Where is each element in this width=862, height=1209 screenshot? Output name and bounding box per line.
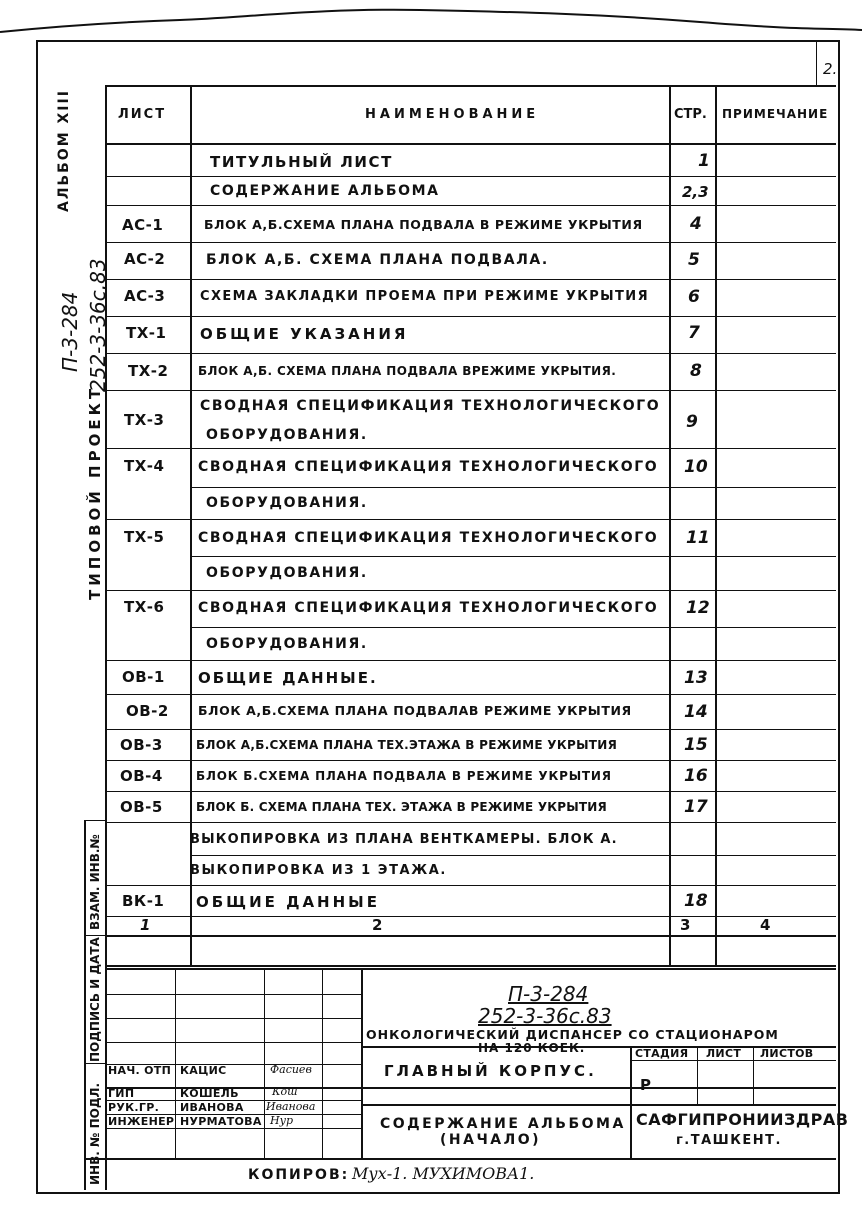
staff-signature: Нур — [270, 1114, 294, 1127]
row-18-page: 16 — [684, 766, 708, 786]
row-18-sheet: ОВ-4 — [120, 767, 163, 785]
header-page: СТР. — [674, 107, 707, 122]
title-block-line — [361, 1104, 836, 1106]
row-2-page: 2,3 — [682, 183, 709, 201]
row-3-name: БЛОК А,Б.СХЕМА ПЛАНА ПОДВАЛА В РЕЖИМЕ УКРЫТИЯ — [204, 217, 643, 232]
row-4-sheet: АС-2 — [124, 250, 166, 268]
title-code-1: П-3-284 — [508, 982, 589, 1006]
row-19-name: БЛОК Б. СХЕМА ПЛАНА ТЕХ. ЭТАЖА В РЕЖИМЕ УКРЫТИЯ — [196, 800, 607, 814]
row-10-name: ОБОРУДОВАНИЯ. — [206, 495, 368, 511]
staff-role: РУК.ГР. — [108, 1101, 160, 1114]
stamp-label-signature-date: ПОДПИСЬ И ДАТА — [88, 937, 102, 1062]
row-22-name: ОБЩИЕ ДАННЫЕ — [196, 893, 380, 911]
row-line — [105, 916, 836, 917]
title-block-line — [630, 1046, 632, 1158]
title-block-line — [361, 968, 363, 1158]
organization-city: г.ТАШКЕНТ. — [676, 1133, 782, 1148]
row-11-page: 11 — [686, 528, 710, 548]
title-block-line — [264, 968, 265, 1158]
row-line — [105, 760, 836, 761]
row-7-name: БЛОК А,Б. СХЕМА ПЛАНА ПОДВАЛА ВРЕЖИМЕ УКРЫТИЯ. — [198, 364, 617, 378]
row-line — [105, 242, 836, 243]
stage-value: Р — [640, 1076, 651, 1094]
row-3-sheet: АС-1 — [122, 216, 164, 234]
title-code-2: 252-3-36с.83 — [478, 1004, 612, 1028]
staff-name: НУРМАТОВА — [180, 1115, 262, 1128]
row-line — [105, 316, 836, 317]
row-line — [105, 279, 836, 280]
row-7-page: 8 — [690, 361, 702, 381]
row-21-name: ВЫКОПИРОВКА ИЗ 1 ЭТАЖА. — [190, 863, 447, 878]
column-number-3: 3 — [680, 916, 691, 934]
column-line — [669, 85, 671, 965]
row-22-page: 18 — [684, 891, 708, 911]
row-line — [105, 205, 836, 206]
row-15-sheet: ОВ-1 — [122, 668, 165, 686]
row-16-page: 14 — [684, 702, 708, 722]
header-name: НАИМЕНОВАНИЕ — [365, 107, 540, 122]
row-2-name: СОДЕРЖАНИЕ АЛЬБОМА — [210, 183, 440, 199]
row-16-name: БЛОК А,Б.СХЕМА ПЛАНА ПОДВАЛАВ РЕЖИМЕ УКРЫТИЯ — [198, 703, 632, 718]
row-3-page: 4 — [690, 214, 702, 234]
header-sheet: ЛИСТ — [118, 107, 167, 122]
column-line — [715, 85, 717, 965]
row-5-name: СХЕМА ЗАКЛАДКИ ПРОЕМА ПРИ РЕЖИМЕ УКРЫТИЯ — [200, 289, 649, 304]
title-block-line — [175, 968, 176, 1158]
column-number-1: 1 — [140, 916, 151, 934]
row-13-page: 12 — [686, 598, 710, 618]
copied-by-label: КОПИРОВ: — [248, 1167, 350, 1183]
sidebar-project-code-1: П-3-284 — [58, 291, 82, 372]
building-name: ГЛАВНЫЙ КОРПУС. — [384, 1062, 597, 1080]
row-line — [105, 390, 836, 391]
row-9-page: 10 — [684, 457, 708, 477]
document-title-line2: (НАЧАЛО) — [440, 1132, 542, 1148]
copied-by-signature: Мух-1. МУХИМОВА1. — [352, 1164, 535, 1183]
row-line — [190, 556, 836, 557]
staff-role: ГИП — [108, 1087, 135, 1100]
table-bottom-line — [105, 965, 836, 967]
header-note: ПРИМЕЧАНИЕ — [722, 107, 829, 121]
table-bottom-line — [105, 935, 836, 937]
row-line — [105, 353, 836, 354]
column-number-4: 4 — [760, 916, 771, 934]
sheets-header: ЛИСТОВ — [760, 1047, 814, 1060]
row-17-page: 15 — [684, 735, 708, 755]
staff-signature: Кош — [272, 1085, 298, 1098]
row-6-page: 7 — [688, 323, 700, 343]
stamp-label-original-inventory: ИНВ. № ПОДЛ. — [88, 1082, 102, 1185]
row-8-page: 9 — [686, 412, 698, 432]
row-line — [105, 694, 836, 695]
staff-signature: Иванова — [266, 1100, 316, 1113]
row-15-page: 13 — [684, 668, 708, 688]
row-1-name: ТИТУЛЬНЫЙ ЛИСТ — [210, 153, 393, 171]
row-18-name: БЛОК Б.СХЕМА ПЛАНА ПОДВАЛА В РЕЖИМЕ УКРЫТИЯ — [196, 769, 612, 783]
binding-strip-line — [105, 85, 107, 1190]
title-block-bottom — [84, 1158, 836, 1160]
row-15-name: ОБЩИЕ ДАННЫЕ. — [198, 669, 378, 687]
title-block-line — [753, 1046, 754, 1104]
binding-strip-line — [84, 935, 106, 936]
row-6-sheet: ТХ-1 — [126, 324, 167, 342]
row-line — [190, 855, 836, 856]
row-line — [105, 660, 836, 661]
row-line — [105, 176, 836, 177]
row-4-name: БЛОК А,Б. СХЕМА ПЛАНА ПОДВАЛА. — [206, 252, 549, 268]
stamp-label-replaced-inventory: ВЗАМ. ИНВ.№ — [88, 834, 102, 930]
title-block-line — [630, 1060, 836, 1061]
row-line — [105, 519, 836, 520]
header-bottom-line — [105, 143, 836, 145]
organization-name: САФГИПРОНИИЗДРАВ — [636, 1110, 849, 1129]
column-number-2: 2 — [372, 916, 383, 934]
project-name-line1: ОНКОЛОГИЧЕСКИЙ ДИСПАНСЕР СО СТАЦИОНАРОМ — [366, 1027, 779, 1042]
row-line — [105, 822, 836, 823]
row-9-sheet: ТХ-4 — [124, 457, 165, 475]
row-line — [105, 729, 836, 730]
row-20-name: ВЫКОПИРОВКА ИЗ ПЛАНА ВЕНТКАМЕРЫ. БЛОК А. — [190, 832, 618, 847]
staff-name: КАЦИС — [180, 1064, 227, 1077]
sidebar-project-code-2: 252-3-36с.83 — [86, 258, 110, 392]
row-12-name: ОБОРУДОВАНИЯ. — [206, 565, 368, 581]
binding-strip-line — [84, 820, 86, 1190]
title-block-line — [697, 1046, 698, 1104]
row-9-name: СВОДНАЯ СПЕЦИФИКАЦИЯ ТЕХНОЛОГИЧЕСКОГО — [198, 459, 659, 475]
table-top-line — [105, 85, 836, 87]
row-22-sheet: ВК-1 — [122, 892, 165, 910]
row-line — [105, 885, 836, 886]
row-5-sheet: АС-3 — [124, 287, 166, 305]
binding-strip-line — [84, 820, 106, 821]
row-14-name: ОБОРУДОВАНИЯ. — [206, 636, 368, 652]
row-line — [105, 791, 836, 792]
title-block-line — [322, 968, 323, 1158]
staff-name: КОШЕЛЬ — [180, 1087, 239, 1100]
album-number: АЛЬБОМ XIII — [56, 89, 72, 212]
binding-strip-line — [84, 1063, 106, 1064]
row-16-sheet: ОВ-2 — [126, 702, 169, 720]
row-17-name: БЛОК А,Б.СХЕМА ПЛАНА ТЕХ.ЭТАЖА В РЕЖИМЕ УКРЫТИЯ — [196, 738, 618, 752]
stage-header: СТАДИЯ — [635, 1047, 689, 1060]
project-name-line2: НА 120 КОЕК. — [478, 1041, 586, 1055]
row-19-page: 17 — [684, 797, 708, 817]
row-line — [190, 487, 836, 488]
staff-role: ИНЖЕНЕР — [108, 1115, 175, 1128]
document-title-line1: СОДЕРЖАНИЕ АЛЬБОМА — [380, 1116, 626, 1132]
row-5-page: 6 — [688, 287, 700, 307]
staff-name: ИВАНОВА — [180, 1101, 244, 1114]
row-19-sheet: ОВ-5 — [120, 798, 163, 816]
corner-sheet-number: 2. — [823, 60, 838, 78]
row-11-name: СВОДНАЯ СПЕЦИФИКАЦИЯ ТЕХНОЛОГИЧЕСКОГО — [198, 530, 659, 546]
row-1-page: 1 — [698, 151, 710, 171]
row-6-name: ОБЩИЕ УКАЗАНИЯ — [200, 325, 409, 343]
row-13-name: СВОДНАЯ СПЕЦИФИКАЦИЯ ТЕХНОЛОГИЧЕСКОГО — [198, 600, 659, 616]
row-8-name: СВОДНАЯ СПЕЦИФИКАЦИЯ ТЕХНОЛОГИЧЕСКОГО — [200, 398, 661, 414]
project-type-label: ТИПОВОЙ ПРОЕКТ — [86, 384, 104, 600]
row-13-sheet: ТХ-6 — [124, 598, 165, 616]
row-7-sheet: ТХ-2 — [128, 362, 169, 380]
row-17-sheet: ОВ-3 — [120, 736, 163, 754]
row-11-sheet: ТХ-5 — [124, 528, 165, 546]
sheet-frame — [36, 40, 840, 1194]
row-line — [105, 448, 836, 449]
row-8-name-line2: ОБОРУДОВАНИЯ. — [206, 427, 368, 443]
staff-role: НАЧ. ОТП — [108, 1064, 172, 1077]
row-line — [190, 627, 836, 628]
title-block-line — [105, 968, 836, 970]
row-4-page: 5 — [688, 250, 700, 270]
corner-box-line — [816, 40, 817, 85]
staff-signature: Фасиев — [270, 1063, 312, 1076]
sheet-header: ЛИСТ — [706, 1047, 742, 1060]
row-line — [105, 590, 836, 591]
row-8-sheet: ТХ-3 — [124, 411, 165, 429]
